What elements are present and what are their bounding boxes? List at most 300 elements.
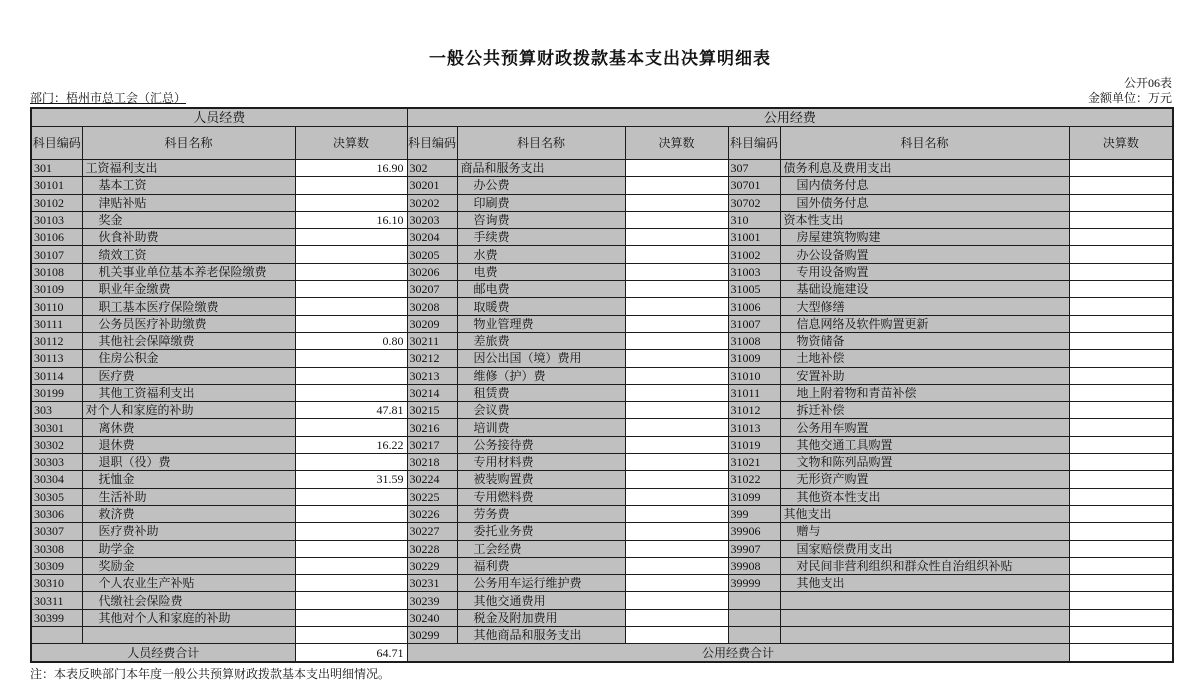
subject-name-cell: 债务利息及费用支出 xyxy=(780,160,1069,177)
subject-code-cell: 30201 xyxy=(407,177,457,194)
subject-name-cell xyxy=(82,627,295,644)
subject-code-cell: 30103 xyxy=(31,211,82,228)
subject-name-cell: 其他对个人和家庭的补助 xyxy=(82,609,295,626)
final-amount-cell xyxy=(295,575,407,592)
final-amount-cell xyxy=(295,246,407,263)
subject-name-cell: 住房公积金 xyxy=(82,350,295,367)
subject-code-cell: 31006 xyxy=(728,298,780,315)
final-amount-cell xyxy=(1069,384,1173,401)
subject-code-cell: 30112 xyxy=(31,332,82,349)
table-row xyxy=(31,160,1173,177)
subject-name-cell: 公务接待费 xyxy=(457,436,625,453)
subject-code-cell: 30299 xyxy=(407,627,457,644)
final-amount-cell xyxy=(1069,281,1173,298)
subject-name-cell xyxy=(780,627,1069,644)
subject-name-cell xyxy=(780,592,1069,609)
col-header-subject-name: 科目名称 xyxy=(82,127,295,160)
subject-code-cell: 30107 xyxy=(31,246,82,263)
final-amount-cell xyxy=(295,419,407,436)
final-amount-cell xyxy=(1069,609,1173,626)
subject-name-cell: 绩效工资 xyxy=(82,246,295,263)
subject-name-cell: 邮电费 xyxy=(457,281,625,298)
final-amount-cell xyxy=(1069,315,1173,332)
final-amount-cell xyxy=(625,419,728,436)
subject-code-cell: 30240 xyxy=(407,609,457,626)
final-amount-cell: 31.59 xyxy=(295,471,407,488)
subject-name-cell: 抚恤金 xyxy=(82,471,295,488)
subject-name-cell: 物资储备 xyxy=(780,332,1069,349)
table-row xyxy=(31,350,1173,367)
subject-code-cell: 30308 xyxy=(31,540,82,557)
subject-name-cell: 专用设备购置 xyxy=(780,263,1069,280)
final-amount-cell xyxy=(295,350,407,367)
subject-name-cell: 公务员医疗补助缴费 xyxy=(82,315,295,332)
subject-name-cell: 税金及附加费用 xyxy=(457,609,625,626)
table-row xyxy=(31,194,1173,211)
final-amount-cell xyxy=(295,229,407,246)
final-amount-cell xyxy=(1069,177,1173,194)
final-amount-cell xyxy=(1069,350,1173,367)
final-amount-cell xyxy=(1069,419,1173,436)
subject-name-cell: 其他支出 xyxy=(780,505,1069,522)
subject-name-cell: 专用燃料费 xyxy=(457,488,625,505)
final-amount-cell: 16.90 xyxy=(295,160,407,177)
subject-code-cell: 31013 xyxy=(728,419,780,436)
subject-name-cell: 其他交通费用 xyxy=(457,592,625,609)
final-amount-cell xyxy=(1069,367,1173,384)
final-amount-cell xyxy=(625,402,728,419)
subject-name-cell: 委托业务费 xyxy=(457,523,625,540)
group-header-public: 公用经费 xyxy=(407,108,1173,127)
final-amount-cell xyxy=(295,281,407,298)
subject-name-cell: 物业管理费 xyxy=(457,315,625,332)
final-amount-cell xyxy=(625,384,728,401)
subject-code-cell: 31007 xyxy=(728,315,780,332)
final-amount-cell xyxy=(1069,627,1173,644)
subject-name-cell: 基本工资 xyxy=(82,177,295,194)
subject-name-cell: 职业年金缴费 xyxy=(82,281,295,298)
final-amount-cell xyxy=(295,557,407,574)
final-amount-cell xyxy=(295,367,407,384)
table-code-label: 公开06表 xyxy=(1123,76,1172,90)
subject-code-cell: 30206 xyxy=(407,263,457,280)
subject-code-cell: 30310 xyxy=(31,575,82,592)
subject-code-cell: 30302 xyxy=(31,436,82,453)
subject-name-cell: 职工基本医疗保险缴费 xyxy=(82,298,295,315)
final-amount-cell xyxy=(295,609,407,626)
subject-code-cell: 303 xyxy=(31,402,82,419)
subject-name-cell: 赠与 xyxy=(780,523,1069,540)
subject-code-cell: 31010 xyxy=(728,367,780,384)
final-amount-cell xyxy=(295,384,407,401)
col-header-final-amount: 决算数 xyxy=(1069,127,1173,160)
col-header-subject-code: 科目编码 xyxy=(31,127,82,160)
subject-name-cell: 手续费 xyxy=(457,229,625,246)
final-amount-cell xyxy=(295,298,407,315)
subject-code-cell: 30106 xyxy=(31,229,82,246)
subject-name-cell xyxy=(780,609,1069,626)
subject-code-cell: 30305 xyxy=(31,488,82,505)
final-amount-cell xyxy=(625,609,728,626)
table-row xyxy=(31,592,1173,609)
subject-code-cell: 31005 xyxy=(728,281,780,298)
col-header-subject-code: 科目编码 xyxy=(407,127,457,160)
final-amount-cell xyxy=(295,523,407,540)
subject-code-cell xyxy=(728,592,780,609)
final-amount-cell xyxy=(625,592,728,609)
subject-code-cell: 30111 xyxy=(31,315,82,332)
subject-name-cell: 基础设施建设 xyxy=(780,281,1069,298)
final-amount-cell xyxy=(625,350,728,367)
subject-name-cell: 办公费 xyxy=(457,177,625,194)
final-amount-cell xyxy=(295,315,407,332)
final-amount-cell xyxy=(1069,194,1173,211)
subject-code-cell: 30311 xyxy=(31,592,82,609)
col-header-final-amount: 决算数 xyxy=(625,127,728,160)
subject-code-cell: 30239 xyxy=(407,592,457,609)
subject-code-cell: 30102 xyxy=(31,194,82,211)
table-row xyxy=(31,557,1173,574)
subject-name-cell: 被装购置费 xyxy=(457,471,625,488)
final-amount-cell xyxy=(1069,246,1173,263)
final-amount-cell xyxy=(1069,229,1173,246)
table-row xyxy=(31,471,1173,488)
subject-name-cell: 其他工资福利支出 xyxy=(82,384,295,401)
final-amount-cell xyxy=(295,454,407,471)
subject-name-cell: 对个人和家庭的补助 xyxy=(82,402,295,419)
subject-name-cell: 个人农业生产补贴 xyxy=(82,575,295,592)
subject-name-cell: 其他资本性支出 xyxy=(780,488,1069,505)
subject-code-cell: 31099 xyxy=(728,488,780,505)
subject-name-cell: 退休费 xyxy=(82,436,295,453)
subject-name-cell: 津贴补贴 xyxy=(82,194,295,211)
subject-name-cell: 国家赔偿费用支出 xyxy=(780,540,1069,557)
subject-name-cell: 会议费 xyxy=(457,402,625,419)
subject-name-cell: 因公出国（境）费用 xyxy=(457,350,625,367)
subject-code-cell: 302 xyxy=(407,160,457,177)
subject-code-cell: 39999 xyxy=(728,575,780,592)
subject-code-cell: 301 xyxy=(31,160,82,177)
subject-code-cell: 31002 xyxy=(728,246,780,263)
table-row xyxy=(31,263,1173,280)
subject-code-cell: 31009 xyxy=(728,350,780,367)
final-amount-cell xyxy=(625,315,728,332)
subject-code-cell: 30203 xyxy=(407,211,457,228)
subject-name-cell: 奖励金 xyxy=(82,557,295,574)
subject-code-cell: 30306 xyxy=(31,505,82,522)
subject-code-cell: 31001 xyxy=(728,229,780,246)
subject-name-cell: 水费 xyxy=(457,246,625,263)
department-label: 部门：梧州市总工会（汇总） xyxy=(30,91,187,105)
subject-code-cell: 30212 xyxy=(407,350,457,367)
subject-name-cell: 伙食补助费 xyxy=(82,229,295,246)
subject-code-cell: 30215 xyxy=(407,402,457,419)
subject-name-cell: 租赁费 xyxy=(457,384,625,401)
subject-code-cell: 30301 xyxy=(31,419,82,436)
subject-code-cell: 30205 xyxy=(407,246,457,263)
subject-name-cell: 土地补偿 xyxy=(780,350,1069,367)
subject-code-cell: 30307 xyxy=(31,523,82,540)
group-header-personnel: 人员经费 xyxy=(31,108,407,127)
subject-name-cell: 工会经费 xyxy=(457,540,625,557)
subject-code-cell: 30224 xyxy=(407,471,457,488)
subject-name-cell: 退职（役）费 xyxy=(82,454,295,471)
final-amount-cell xyxy=(1069,523,1173,540)
col-header-subject-name: 科目名称 xyxy=(780,127,1069,160)
subject-code-cell: 30214 xyxy=(407,384,457,401)
table-row xyxy=(31,229,1173,246)
public-total-value xyxy=(1069,644,1173,662)
subject-name-cell: 其他支出 xyxy=(780,575,1069,592)
subject-name-cell: 拆迁补偿 xyxy=(780,402,1069,419)
final-amount-cell xyxy=(625,575,728,592)
final-amount-cell xyxy=(295,488,407,505)
table-row xyxy=(31,367,1173,384)
subject-code-cell: 310 xyxy=(728,211,780,228)
final-amount-cell xyxy=(295,627,407,644)
table-block xyxy=(30,76,1172,682)
personnel-total-value: 64.71 xyxy=(295,644,407,662)
final-amount-cell xyxy=(1069,263,1173,280)
subject-code-cell: 30208 xyxy=(407,298,457,315)
subject-code-cell: 30101 xyxy=(31,177,82,194)
subject-name-cell: 医疗费补助 xyxy=(82,523,295,540)
final-amount-cell: 47.81 xyxy=(295,402,407,419)
subject-name-cell: 福利费 xyxy=(457,557,625,574)
subject-name-cell: 助学金 xyxy=(82,540,295,557)
subject-name-cell: 机关事业单位基本养老保险缴费 xyxy=(82,263,295,280)
subject-name-cell: 奖金 xyxy=(82,211,295,228)
table-row xyxy=(31,332,1173,349)
final-amount-cell xyxy=(625,557,728,574)
subject-code-cell: 30309 xyxy=(31,557,82,574)
table-row xyxy=(31,523,1173,540)
subject-name-cell: 商品和服务支出 xyxy=(457,160,625,177)
final-amount-cell xyxy=(1069,557,1173,574)
final-amount-cell xyxy=(1069,592,1173,609)
subject-code-cell: 30217 xyxy=(407,436,457,453)
final-amount-cell: 0.80 xyxy=(295,332,407,349)
subject-name-cell: 生活补助 xyxy=(82,488,295,505)
final-amount-cell xyxy=(625,229,728,246)
final-amount-cell xyxy=(625,298,728,315)
final-amount-cell: 16.10 xyxy=(295,211,407,228)
final-amount-cell xyxy=(1069,402,1173,419)
final-amount-cell xyxy=(625,177,728,194)
subject-name-cell: 公务用车运行维护费 xyxy=(457,575,625,592)
subject-name-cell: 劳务费 xyxy=(457,505,625,522)
subject-code-cell: 30110 xyxy=(31,298,82,315)
subject-name-cell: 国外债务付息 xyxy=(780,194,1069,211)
table-row xyxy=(31,488,1173,505)
col-header-subject-name: 科目名称 xyxy=(457,127,625,160)
final-amount-cell xyxy=(625,488,728,505)
subject-name-cell: 资本性支出 xyxy=(780,211,1069,228)
subject-name-cell: 文物和陈列品购置 xyxy=(780,454,1069,471)
subject-name-cell: 其他商品和服务支出 xyxy=(457,627,625,644)
final-amount-cell xyxy=(625,246,728,263)
final-amount-cell xyxy=(1069,471,1173,488)
budget-detail-table xyxy=(30,107,1174,663)
subject-name-cell: 差旅费 xyxy=(457,332,625,349)
table-row xyxy=(31,402,1173,419)
subject-name-cell: 公务用车购置 xyxy=(780,419,1069,436)
subject-code-cell: 30108 xyxy=(31,263,82,280)
subject-code-cell: 30199 xyxy=(31,384,82,401)
final-amount-cell xyxy=(625,332,728,349)
final-amount-cell xyxy=(625,523,728,540)
subject-name-cell: 电费 xyxy=(457,263,625,280)
subject-code-cell: 31019 xyxy=(728,436,780,453)
subject-code-cell: 31022 xyxy=(728,471,780,488)
subject-name-cell: 对民间非营利组织和群众性自治组织补贴 xyxy=(780,557,1069,574)
subject-name-cell: 国内债务付息 xyxy=(780,177,1069,194)
final-amount-cell xyxy=(625,436,728,453)
final-amount-cell xyxy=(1069,298,1173,315)
subject-code-cell: 307 xyxy=(728,160,780,177)
subject-name-cell: 大型修缮 xyxy=(780,298,1069,315)
subject-code-cell: 31012 xyxy=(728,402,780,419)
subject-code-cell: 30207 xyxy=(407,281,457,298)
final-amount-cell xyxy=(625,211,728,228)
table-row xyxy=(31,505,1173,522)
table-row xyxy=(31,298,1173,315)
final-amount-cell xyxy=(1069,454,1173,471)
subject-code-cell: 30227 xyxy=(407,523,457,540)
subject-name-cell: 救济费 xyxy=(82,505,295,522)
subject-code-cell: 30114 xyxy=(31,367,82,384)
subject-code-cell: 39906 xyxy=(728,523,780,540)
subject-code-cell: 30701 xyxy=(728,177,780,194)
table-row xyxy=(31,454,1173,471)
table-row xyxy=(31,211,1173,228)
subject-code-cell: 31011 xyxy=(728,384,780,401)
final-amount-cell xyxy=(625,454,728,471)
subject-code-cell: 30399 xyxy=(31,609,82,626)
table-row xyxy=(31,609,1173,626)
subject-code-cell: 31021 xyxy=(728,454,780,471)
final-amount-cell xyxy=(1069,540,1173,557)
subject-code-cell: 30202 xyxy=(407,194,457,211)
final-amount-cell xyxy=(1069,505,1173,522)
table-row xyxy=(31,419,1173,436)
final-amount-cell: 16.22 xyxy=(295,436,407,453)
subject-name-cell: 维修（护）费 xyxy=(457,367,625,384)
subject-name-cell: 其他交通工具购置 xyxy=(780,436,1069,453)
subject-code-cell: 30209 xyxy=(407,315,457,332)
subject-code-cell: 30113 xyxy=(31,350,82,367)
subject-name-cell: 咨询费 xyxy=(457,211,625,228)
subject-name-cell: 印刷费 xyxy=(457,194,625,211)
subject-code-cell: 30211 xyxy=(407,332,457,349)
subject-code-cell: 30216 xyxy=(407,419,457,436)
subject-code-cell: 30225 xyxy=(407,488,457,505)
final-amount-cell xyxy=(625,540,728,557)
subject-name-cell: 培训费 xyxy=(457,419,625,436)
final-amount-cell xyxy=(1069,332,1173,349)
subject-code-cell: 30218 xyxy=(407,454,457,471)
totals-row xyxy=(31,644,1173,662)
unit-label: 金额单位：万元 xyxy=(1087,91,1172,105)
subject-code-cell: 30213 xyxy=(407,367,457,384)
final-amount-cell xyxy=(295,194,407,211)
subject-name-cell: 离休费 xyxy=(82,419,295,436)
subject-code-cell: 31008 xyxy=(728,332,780,349)
table-row xyxy=(31,384,1173,401)
subject-name-cell: 信息网络及软件购置更新 xyxy=(780,315,1069,332)
subject-name-cell: 医疗费 xyxy=(82,367,295,384)
subject-code-cell xyxy=(31,627,82,644)
subject-code-cell xyxy=(728,627,780,644)
table-row xyxy=(31,246,1173,263)
subject-code-cell: 30204 xyxy=(407,229,457,246)
table-row xyxy=(31,315,1173,332)
subject-name-cell: 安置补助 xyxy=(780,367,1069,384)
final-amount-cell xyxy=(295,540,407,557)
table-row xyxy=(31,436,1173,453)
final-amount-cell xyxy=(625,281,728,298)
subject-name-cell: 取暖费 xyxy=(457,298,625,315)
subject-code-cell: 31003 xyxy=(728,263,780,280)
final-amount-cell xyxy=(1069,160,1173,177)
subject-code-cell: 30226 xyxy=(407,505,457,522)
final-amount-cell xyxy=(625,194,728,211)
personnel-total-label: 人员经费合计 xyxy=(31,644,295,662)
subject-code-cell: 39908 xyxy=(728,557,780,574)
table-row xyxy=(31,540,1173,557)
final-amount-cell xyxy=(625,367,728,384)
table-row xyxy=(31,627,1173,644)
table-row xyxy=(31,575,1173,592)
subject-code-cell: 399 xyxy=(728,505,780,522)
subject-name-cell: 其他社会保障缴费 xyxy=(82,332,295,349)
final-amount-cell xyxy=(295,505,407,522)
final-amount-cell xyxy=(625,505,728,522)
subject-name-cell: 专用材料费 xyxy=(457,454,625,471)
final-amount-cell xyxy=(295,263,407,280)
final-amount-cell xyxy=(295,592,407,609)
subject-name-cell: 代缴社会保险费 xyxy=(82,592,295,609)
subject-code-cell: 39907 xyxy=(728,540,780,557)
col-header-subject-code: 科目编码 xyxy=(728,127,780,160)
final-amount-cell xyxy=(625,471,728,488)
subject-code-cell: 30231 xyxy=(407,575,457,592)
subject-name-cell: 办公设备购置 xyxy=(780,246,1069,263)
final-amount-cell xyxy=(1069,436,1173,453)
final-amount-cell xyxy=(1069,488,1173,505)
subject-code-cell: 30109 xyxy=(31,281,82,298)
final-amount-cell xyxy=(625,160,728,177)
subject-name-cell: 地上附着物和青苗补偿 xyxy=(780,384,1069,401)
final-amount-cell xyxy=(1069,575,1173,592)
final-amount-cell xyxy=(625,263,728,280)
subject-code-cell: 30304 xyxy=(31,471,82,488)
subject-code-cell xyxy=(728,609,780,626)
final-amount-cell xyxy=(625,627,728,644)
subject-name-cell: 工资福利支出 xyxy=(82,160,295,177)
col-header-final-amount: 决算数 xyxy=(295,127,407,160)
subject-code-cell: 30229 xyxy=(407,557,457,574)
subject-code-cell: 30303 xyxy=(31,454,82,471)
table-row xyxy=(31,281,1173,298)
subject-name-cell: 无形资产购置 xyxy=(780,471,1069,488)
table-row xyxy=(31,177,1173,194)
public-total-label: 公用经费合计 xyxy=(407,644,1069,662)
subject-name-cell: 房屋建筑物购建 xyxy=(780,229,1069,246)
subject-code-cell: 30702 xyxy=(728,194,780,211)
page-title: 一般公共预算财政拨款基本支出决算明细表 xyxy=(429,49,771,68)
final-amount-cell xyxy=(295,177,407,194)
